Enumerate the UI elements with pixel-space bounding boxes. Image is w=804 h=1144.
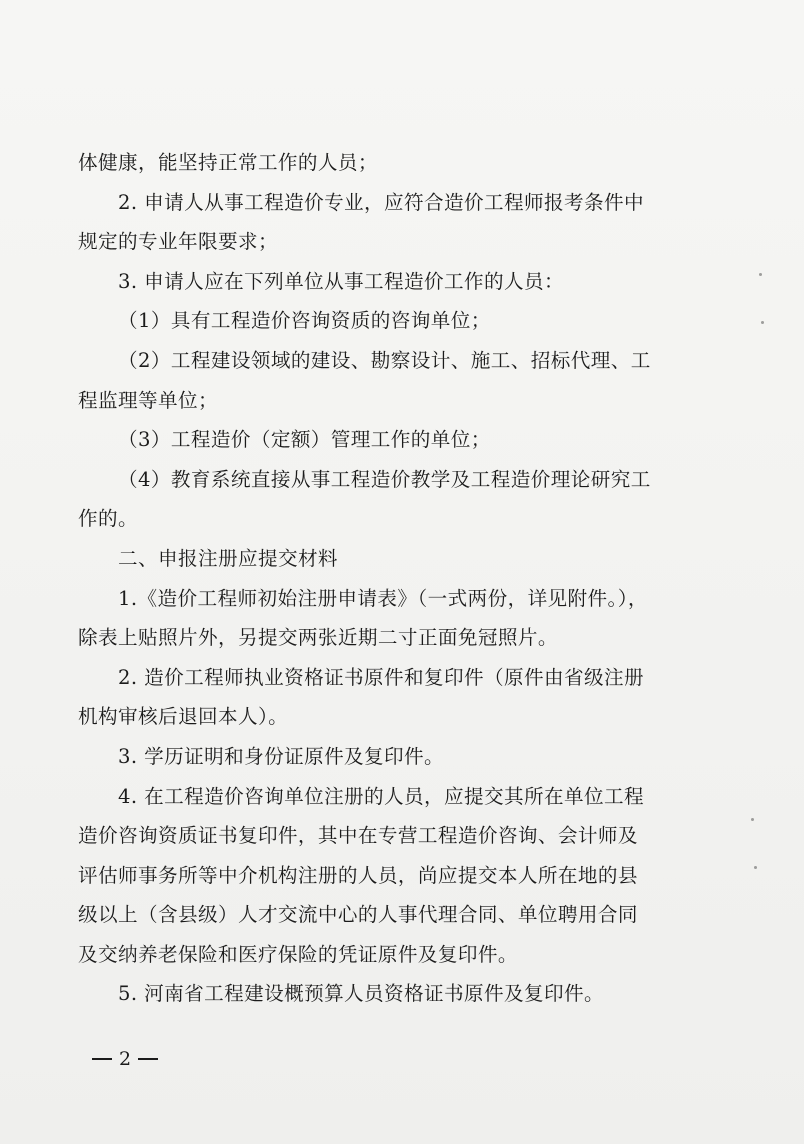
- text-line-10: 作的。: [78, 507, 138, 531]
- text-line-19: 评估师事务所等中介机构注册的人员，尚应提交本人所在地的县: [78, 863, 638, 887]
- footer-dash-right: [138, 1058, 158, 1059]
- text-line-12: 1.《造价工程师初始注册申请表》（一式两份，详见附件。），: [118, 586, 648, 610]
- text-line-3: 规定的专业年限要求；: [78, 230, 278, 254]
- scan-speck: [754, 866, 757, 869]
- text-line-7: 程监理等单位；: [78, 388, 218, 412]
- footer-dash-left: [92, 1058, 112, 1059]
- text-line-20: 级以上（含县级）人才交流中心的人事代理合同、单位聘用合同: [78, 903, 638, 927]
- text-line-4: 3. 申请人应在下列单位从事工程造价工作的人员：: [118, 269, 564, 293]
- scan-speck: [761, 321, 764, 324]
- text-line-21: 及交纳养老保险和医疗保险的凭证原件及复印件。: [78, 942, 518, 966]
- document-body: [78, 143, 698, 1014]
- text-line-6: （2）工程建设领域的建设、勘察设计、施工、招标代理、工: [118, 348, 651, 372]
- text-line-2: 2. 申请人从事工程造价专业，应符合造价工程师报考条件中: [118, 190, 644, 214]
- text-line-22: 5. 河南省工程建设概预算人员资格证书原件及复印件。: [118, 982, 604, 1006]
- section-heading: 二、申报注册应提交材料: [118, 546, 338, 570]
- text-line-9: （4）教育系统直接从事工程造价教学及工程造价理论研究工: [118, 467, 651, 491]
- text-line-17: 4. 在工程造价咨询单位注册的人员，应提交其所在单位工程: [118, 784, 644, 808]
- page-number: 2: [119, 1048, 132, 1070]
- text-line-18: 造价咨询资质证书复印件，其中在专营工程造价咨询、会计师及: [78, 824, 638, 848]
- text-line-1: 体健康，能坚持正常工作的人员；: [78, 151, 378, 174]
- text-line-8: （3）工程造价（定额）管理工作的单位；: [118, 428, 491, 452]
- scan-speck: [751, 818, 754, 821]
- text-line-13: 除表上贴照片外，另提交两张近期二寸正面免冠照片。: [78, 626, 558, 650]
- text-line-16: 3. 学历证明和身份证原件及复印件。: [118, 744, 445, 768]
- page-footer: [92, 1044, 158, 1074]
- text-line-14: 2. 造价工程师执业资格证书原件和复印件（原件由省级注册: [118, 665, 644, 689]
- scan-speck: [759, 273, 762, 276]
- text-line-5: （1）具有工程造价咨询资质的咨询单位；: [118, 309, 491, 333]
- text-line-15: 机构审核后退回本人）。: [78, 705, 289, 729]
